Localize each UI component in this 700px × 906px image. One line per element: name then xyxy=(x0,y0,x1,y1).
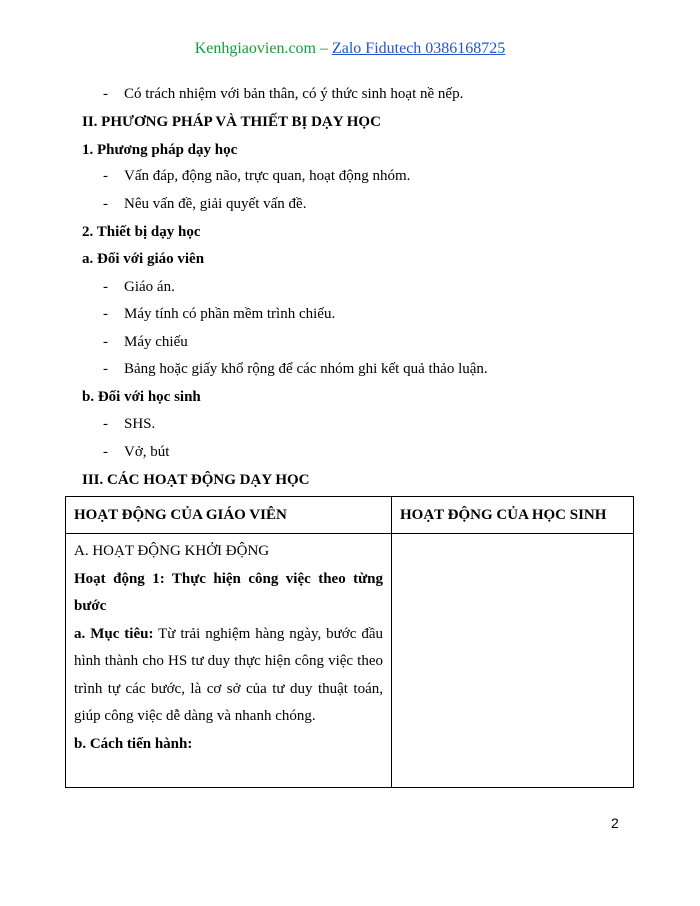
activity-title-line1: Hoạt động 1: Thực hiện công việc theo từng xyxy=(74,570,383,587)
activities-table xyxy=(65,496,634,788)
activity-title-line2: bước xyxy=(74,598,107,614)
student-activity-cell xyxy=(392,534,634,788)
list-item: Nêu vấn đề, giải quyết vấn đề. xyxy=(124,196,307,212)
bullet-dash: - xyxy=(103,168,108,184)
bullet-dash: - xyxy=(103,196,108,212)
section3-title: III. CÁC HOẠT ĐỘNG DẠY HỌC xyxy=(82,472,310,488)
objective-text: Từ trải nghiệm hàng ngày, bước đầu hình thành cho HS tư duy thực hiện công việc theo trình tự các bước, là cơ sở của tư duy thuật toán, giúp công việc dễ dàng và nhanh chóng. xyxy=(74,625,383,724)
bullet-dash: - xyxy=(103,416,108,432)
table-header-teacher: HOẠT ĐỘNG CỦA GIÁO VIÊN xyxy=(66,497,392,534)
header-site: Kenhgiaovien.com xyxy=(194,40,316,57)
student-equipment-title: b. Đối với học sinh xyxy=(82,389,201,405)
sub2-title: 2. Thiết bị dạy học xyxy=(82,224,201,240)
bullet-dash: - xyxy=(103,334,108,350)
list-item: Máy tính có phần mềm trình chiếu. xyxy=(124,306,336,322)
page-number: 2 xyxy=(611,815,619,831)
table-header-student: HOẠT ĐỘNG CỦA HỌC SINH xyxy=(392,497,634,534)
list-item: SHS. xyxy=(124,416,156,432)
objective-label: a. Mục tiêu: xyxy=(74,625,154,642)
header-separator: – xyxy=(315,40,332,57)
part-title: A. HOẠT ĐỘNG KHỞI ĐỘNG xyxy=(74,543,270,559)
section2-title: II. PHƯƠNG PHÁP VÀ THIẾT BỊ DẠY HỌC xyxy=(82,114,381,130)
list-item: Máy chiếu xyxy=(124,334,188,350)
list-item: Vấn đáp, động não, trực quan, hoạt động nhóm. xyxy=(124,168,411,184)
list-item: Bảng hoặc giấy khổ rộng để các nhóm ghi kết quả thảo luận. xyxy=(124,361,488,377)
method-label: b. Cách tiến hành: xyxy=(74,735,193,752)
bullet-dash: - xyxy=(103,444,108,460)
teacher-equipment-title: a. Đối với giáo viên xyxy=(82,251,205,267)
sub1-title: 1. Phương pháp dạy học xyxy=(82,142,238,158)
bullet-dash: - xyxy=(103,86,108,102)
page-header xyxy=(0,40,700,58)
teacher-activity-cell xyxy=(66,534,392,788)
list-item: Giáo án. xyxy=(124,279,175,295)
objective-paragraph xyxy=(74,621,383,731)
list-item: Vở, bút xyxy=(124,444,170,460)
intro-bullet-text: Có trách nhiệm với bản thân, có ý thức sinh hoạt nề nếp. xyxy=(124,86,464,102)
bullet-dash: - xyxy=(103,279,108,295)
bullet-dash: - xyxy=(103,361,108,377)
bullet-dash: - xyxy=(103,306,108,322)
header-contact-link[interactable]: Zalo Fidutech 0386168725 xyxy=(331,40,506,57)
